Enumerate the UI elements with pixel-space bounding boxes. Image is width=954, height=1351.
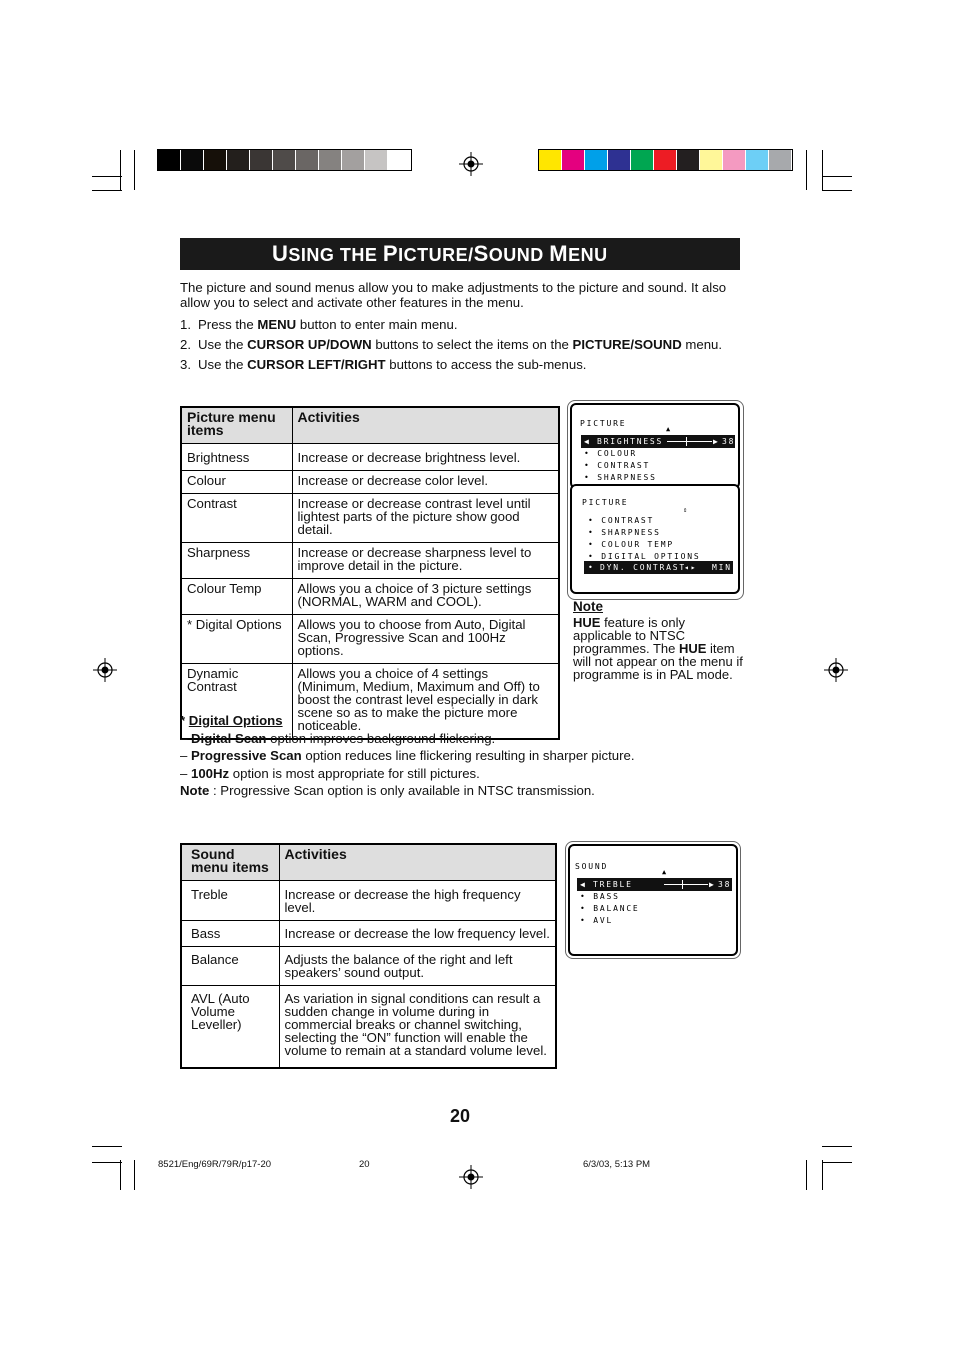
left-arrow-icon: ◀ (584, 437, 591, 446)
step-item: 1. Press the MENU button to enter main menu. (180, 317, 458, 332)
table-cell: Allows you to choose from Auto, Digital Scan, Progressive Scan and 100Hz options. (292, 615, 559, 664)
osd-selected-label: DYN. CONTRAST (600, 563, 687, 572)
up-arrow-icon: ▲ (666, 425, 673, 433)
step-item: 3. Use the CURSOR LEFT/RIGHT buttons to access the sub-menus. (180, 357, 587, 372)
up-arrow-icon: ▲ (662, 868, 669, 876)
color-swatch (631, 150, 654, 170)
osd-picture-dyn-contrast (570, 484, 740, 594)
picture-menu-table (180, 406, 560, 740)
table-cell: AVL (Auto Volume Leveller) (181, 986, 279, 1068)
osd-title: PICTURE (580, 419, 627, 428)
table-cell: Balance (181, 947, 279, 986)
level-bar (664, 884, 708, 885)
color-swatch (746, 150, 769, 170)
table-row (181, 494, 559, 543)
table-row (181, 881, 556, 921)
color-swatch (562, 150, 585, 170)
osd-selected-value: MIN (712, 563, 732, 572)
table-header-row (181, 844, 556, 881)
right-arrow-icon: ▶ (709, 880, 716, 889)
table-cell: Increase or decrease color level. (292, 471, 559, 494)
table-cell: Colour Temp (181, 579, 292, 615)
hue-note: Note HUE feature is only applicable to NTSC programmes. The HUE item will not appear on the menu if programme is in PAL mode. (573, 599, 743, 682)
osd-selected-row (577, 878, 732, 891)
table-cell: Treble (181, 881, 279, 921)
sound-menu-table (180, 843, 557, 1069)
table-cell: Increase or decrease contrast level until lightest parts of the picture show good detail. (292, 494, 559, 543)
table-header: Sound menu items (181, 844, 279, 881)
table-cell: Allows you a choice of 3 picture settings (NORMAL, WARM and COOL). (292, 579, 559, 615)
color-swatch (342, 150, 365, 170)
table-row (181, 543, 559, 579)
option-line: – Digital Scan option improves background flickering. (180, 730, 496, 746)
osd-title: SOUND (575, 862, 609, 871)
table-cell: Sharpness (181, 543, 292, 579)
color-swatch (677, 150, 700, 170)
footer-file: 8521/Eng/69R/79R/p17-20 (158, 1159, 272, 1170)
table-row (181, 615, 559, 664)
table-cell: Increase or decrease the high frequency level. (279, 881, 556, 921)
left-right-arrow-icon: ◂▸ (684, 563, 698, 572)
osd-selected-row: • DYN. CONTRAST ◂▸ MIN (584, 561, 733, 574)
table-row (181, 986, 556, 1068)
color-swatch (227, 150, 250, 170)
option-line: – Progressive Scan option reduces line flickering resulting in sharper picture. (180, 748, 635, 763)
table-cell: As variation in signal conditions can result a sudden change in volume during in commercial breaks or channel switching, selecting the “ON” function will enable the volume to remain at a standard volume level. (279, 986, 556, 1068)
table-row (181, 921, 556, 947)
table-header: Activities (292, 407, 559, 444)
color-bars (538, 149, 793, 171)
footer-page: 20 (359, 1159, 370, 1170)
registration-mark-icon (93, 658, 117, 682)
color-swatch (204, 150, 227, 170)
osd-selected-row (581, 435, 735, 448)
table-cell: Colour (181, 471, 292, 494)
option-note: Note : Progressive Scan option is only available in NTSC transmission. (180, 783, 595, 798)
osd-item: • SHARPNESS (584, 473, 657, 482)
table-row (181, 444, 559, 471)
osd-sound-treble (568, 844, 738, 956)
osd-item: • COLOUR TEMP (588, 540, 675, 549)
table-header: Picture menu items (181, 407, 292, 444)
color-swatch (769, 150, 792, 170)
osd-item: • DIGITAL OPTIONS (588, 552, 701, 561)
table-cell: Brightness (181, 444, 292, 471)
registration-mark-icon (824, 658, 848, 682)
page-number: 20 (450, 1106, 471, 1126)
color-swatch (365, 150, 388, 170)
color-swatch (296, 150, 319, 170)
osd-item: • BALANCE (580, 904, 640, 913)
registration-mark-icon (459, 1165, 483, 1189)
table-row (181, 947, 556, 986)
color-swatch (723, 150, 746, 170)
color-swatch (539, 150, 562, 170)
color-swatch (181, 150, 204, 170)
footer-date: 6/3/03, 5:13 PM (583, 1159, 651, 1170)
digital-options-section (180, 712, 780, 800)
table-cell: Increase or decrease sharpness level to improve detail in the picture. (292, 543, 559, 579)
color-swatch (700, 150, 723, 170)
step-item: 2. Use the CURSOR UP/DOWN buttons to select the items on the PICTURE/SOUND menu. (180, 337, 723, 352)
up-down-arrow-icon: ⇕ (683, 506, 690, 514)
color-swatch (158, 150, 181, 170)
osd-item: • AVL (580, 916, 614, 925)
osd-item: • CONTRAST (584, 461, 651, 470)
table-cell: Adjusts the balance of the right and left speakers’ sound output. (279, 947, 556, 986)
table-cell: Dynamic Contrast (181, 664, 292, 740)
table-row (181, 471, 559, 494)
table-cell: Allows you a choice of 4 settings (Minimum, Medium, Maximum and Off) to boost the contrast level especially in dark scene so as to make the picture more noticeable. (292, 664, 559, 740)
osd-selected-label: TREBLE (593, 880, 633, 889)
steps-list (180, 318, 740, 378)
intro-paragraph: The picture and sound menus allow you to make adjustments to the picture and sound. It also allow you to select and activate other features in the menu. (180, 280, 727, 310)
table-header: Activities (279, 844, 556, 881)
osd-item: • COLOUR (584, 449, 637, 458)
color-swatch (250, 150, 273, 170)
table-cell: Increase or decrease brightness level. (292, 444, 559, 471)
level-marker (682, 880, 683, 889)
osd-item: • CONTRAST (588, 516, 655, 525)
table-header-row (181, 407, 559, 444)
table-cell: * Digital Options (181, 615, 292, 664)
osd-selected-label: BRIGHTNESS (597, 437, 664, 446)
table-cell: Contrast (181, 494, 292, 543)
table-row (181, 579, 559, 615)
grayscale-bars (157, 149, 412, 171)
option-line: – 100Hz option is most appropriate for still pictures. (180, 765, 480, 781)
left-arrow-icon: ◀ (580, 880, 587, 889)
note-heading: Note (573, 599, 603, 614)
registration-mark-icon (459, 152, 483, 176)
level-bar (667, 441, 712, 442)
osd-title: PICTURE (582, 498, 629, 507)
digital-options-heading: * Digital Options (180, 713, 283, 728)
color-swatch (319, 150, 342, 170)
osd-item: • SHARPNESS (588, 528, 661, 537)
osd-picture-brightness (570, 403, 740, 489)
page-title: USING THE PICTURE/SOUND MENU (180, 238, 740, 270)
table-cell: Increase or decrease the low frequency level. (279, 921, 556, 947)
osd-item: • BASS (580, 892, 620, 901)
level-marker (686, 437, 687, 446)
color-swatch (273, 150, 296, 170)
color-swatch (388, 150, 411, 170)
osd-selected-value: 38 (722, 437, 736, 446)
osd-selected-value: 38 (718, 880, 732, 889)
color-swatch (608, 150, 631, 170)
color-swatch (585, 150, 608, 170)
right-arrow-icon: ▶ (713, 437, 720, 446)
table-cell: Bass (181, 921, 279, 947)
color-swatch (654, 150, 677, 170)
